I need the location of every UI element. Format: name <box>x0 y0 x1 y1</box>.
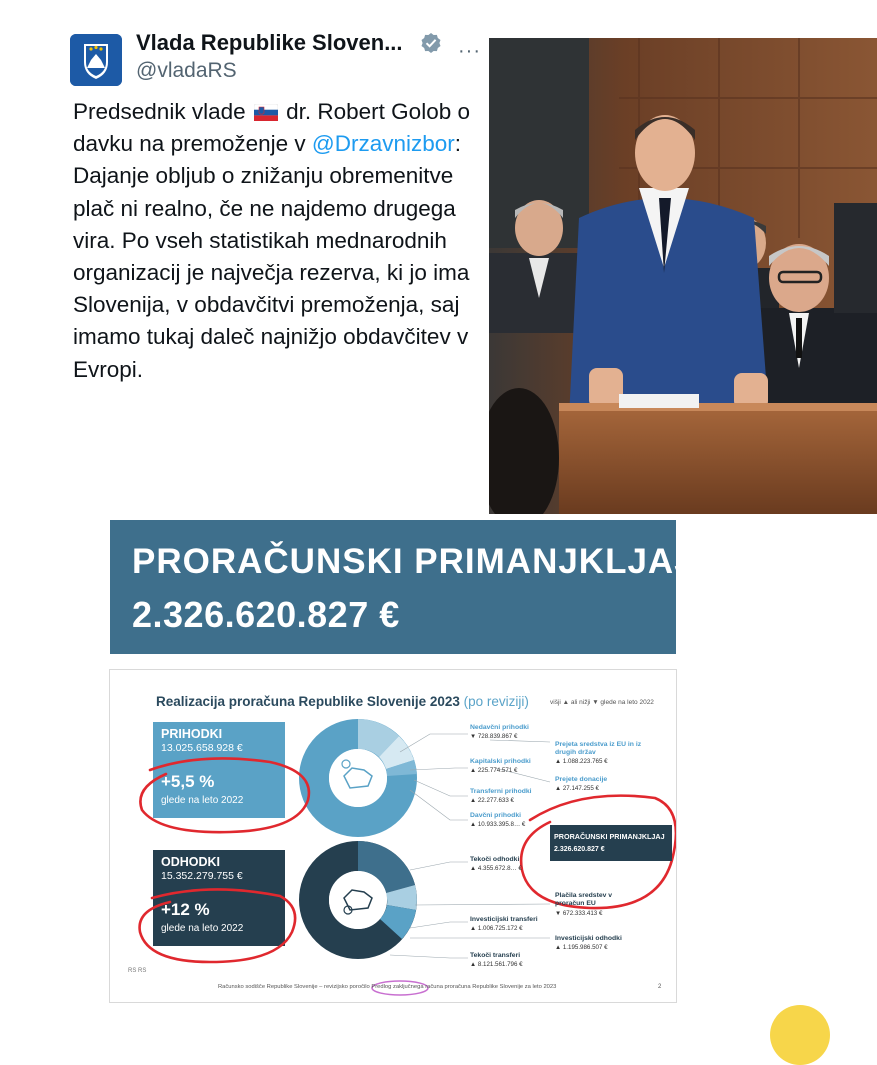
income-item-label: Prejete donacije <box>555 776 608 783</box>
income-item-value: ▲ 27.147.255 € <box>555 785 599 792</box>
income-change: +5,5 % <box>161 772 215 791</box>
slide-title-sub: (po reviziji) <box>463 694 529 709</box>
tweet-text-part2: dr. Robert Golob o davku na premoženje v <box>73 99 470 157</box>
income-item-label: Prejeta sredstva iz EU in iz drugih držav <box>555 741 642 756</box>
slide-legend: višji ▲ ali nižji ▼ glede na leto 2022 <box>550 699 654 706</box>
expense-item-value: ▲ 1.006.725.172 € <box>470 925 523 932</box>
slide-page-number: 2 <box>658 984 662 990</box>
expense-item-label: Investicijski odhodki <box>555 935 622 942</box>
income-label: PRIHODKI <box>161 727 223 741</box>
avatar[interactable] <box>70 34 122 86</box>
expense-amount: 15.352.279.755 € <box>161 870 243 882</box>
coat-of-arms-icon <box>70 34 122 86</box>
verified-badge-icon <box>420 32 442 54</box>
income-item-value: ▲ 225.774.571 € <box>470 767 518 774</box>
tweet-photo[interactable] <box>489 38 877 514</box>
banner-amount: 2.326.620.827 € <box>132 594 400 635</box>
income-item-value: ▲ 10.933.395.8… € <box>470 821 526 828</box>
income-item-label: Davčni prihodki <box>470 812 521 819</box>
slovenia-flag-icon <box>254 104 278 121</box>
deficit-label: PRORAČUNSKI PRIMANJKLJAJ <box>554 832 665 841</box>
expense-item-label: Plačila sredstev v proračun EU <box>555 892 613 907</box>
income-item-label: Transferni prihodki <box>470 788 532 795</box>
handle[interactable]: @vladaRS <box>136 59 237 82</box>
slide-title-main: Realizacija proračuna Republike Slovenije 2023 <box>156 694 460 709</box>
income-amount: 13.025.658.928 € <box>161 742 243 754</box>
expense-donut <box>314 841 417 944</box>
display-name[interactable]: Vlada Republike Sloven... <box>136 30 403 55</box>
income-item-label: Kapitalski prihodki <box>470 758 531 765</box>
expense-item-label: Tekoči odhodki <box>470 856 520 863</box>
expense-item-label: Investicijski transferi <box>470 916 538 923</box>
income-donut <box>314 719 417 822</box>
deficit-banner <box>110 520 695 654</box>
income-item-value: ▲ 1.088.223.765 € <box>555 758 608 765</box>
income-change-note: glede na leto 2022 <box>161 795 244 806</box>
income-item-value: ▼ 728.839.867 € <box>470 733 518 740</box>
income-item-label: Nedavčni prihodki <box>470 724 529 731</box>
tweet-text-part1: Predsednik vlade <box>73 99 246 124</box>
mention-link[interactable]: @Drzavnizbor <box>311 131 455 157</box>
budget-slide[interactable] <box>110 670 676 1002</box>
emoji-reaction-icon <box>770 1005 830 1065</box>
parliament-photo-illustration <box>489 38 877 514</box>
more-options-icon[interactable]: ··· <box>458 40 481 62</box>
tweet-text <box>73 96 473 386</box>
expense-label: ODHODKI <box>161 855 221 869</box>
expense-item-value: ▲ 1.195.986.507 € <box>555 944 608 951</box>
expense-change: +12 % <box>161 900 210 919</box>
tweet-text-part3: : Dajanje obljub o znižanju obremenitve plač ni realno, če ne najdemo drugega vira. Po vseh statistikah mednarodnih organizacij je največja rezerva, ki jo ima Slovenija, v obdavčitvi premoženja, saj imamo tukaj daleč najnižjo obdavčitev v Evropi. <box>73 131 470 382</box>
deficit-amount: 2.326.620.827 € <box>554 846 605 853</box>
expense-item-label: Tekoči transferi <box>470 952 521 959</box>
expense-item-value: ▲ 4.355.672.8… € <box>470 865 522 872</box>
deficit-box <box>550 825 672 861</box>
income-item-value: ▲ 22.277.633 € <box>470 797 514 804</box>
expense-change-note: glede na leto 2022 <box>161 923 244 934</box>
expense-item-value: ▲ 8.121.561.796 € <box>470 961 523 968</box>
banner-title: PRORAČUNSKI PRIMANJKLJAJ <box>132 542 695 581</box>
slide-footer: Računsko sodišče Republike Slovenije – revizijsko poročilo Predlog zaključnega računa proračuna Republike Slovenije za leto 2023 <box>218 984 557 990</box>
expense-item-value: ▼ 672.333.413 € <box>555 910 603 917</box>
org-mark: RS RS <box>128 968 147 974</box>
